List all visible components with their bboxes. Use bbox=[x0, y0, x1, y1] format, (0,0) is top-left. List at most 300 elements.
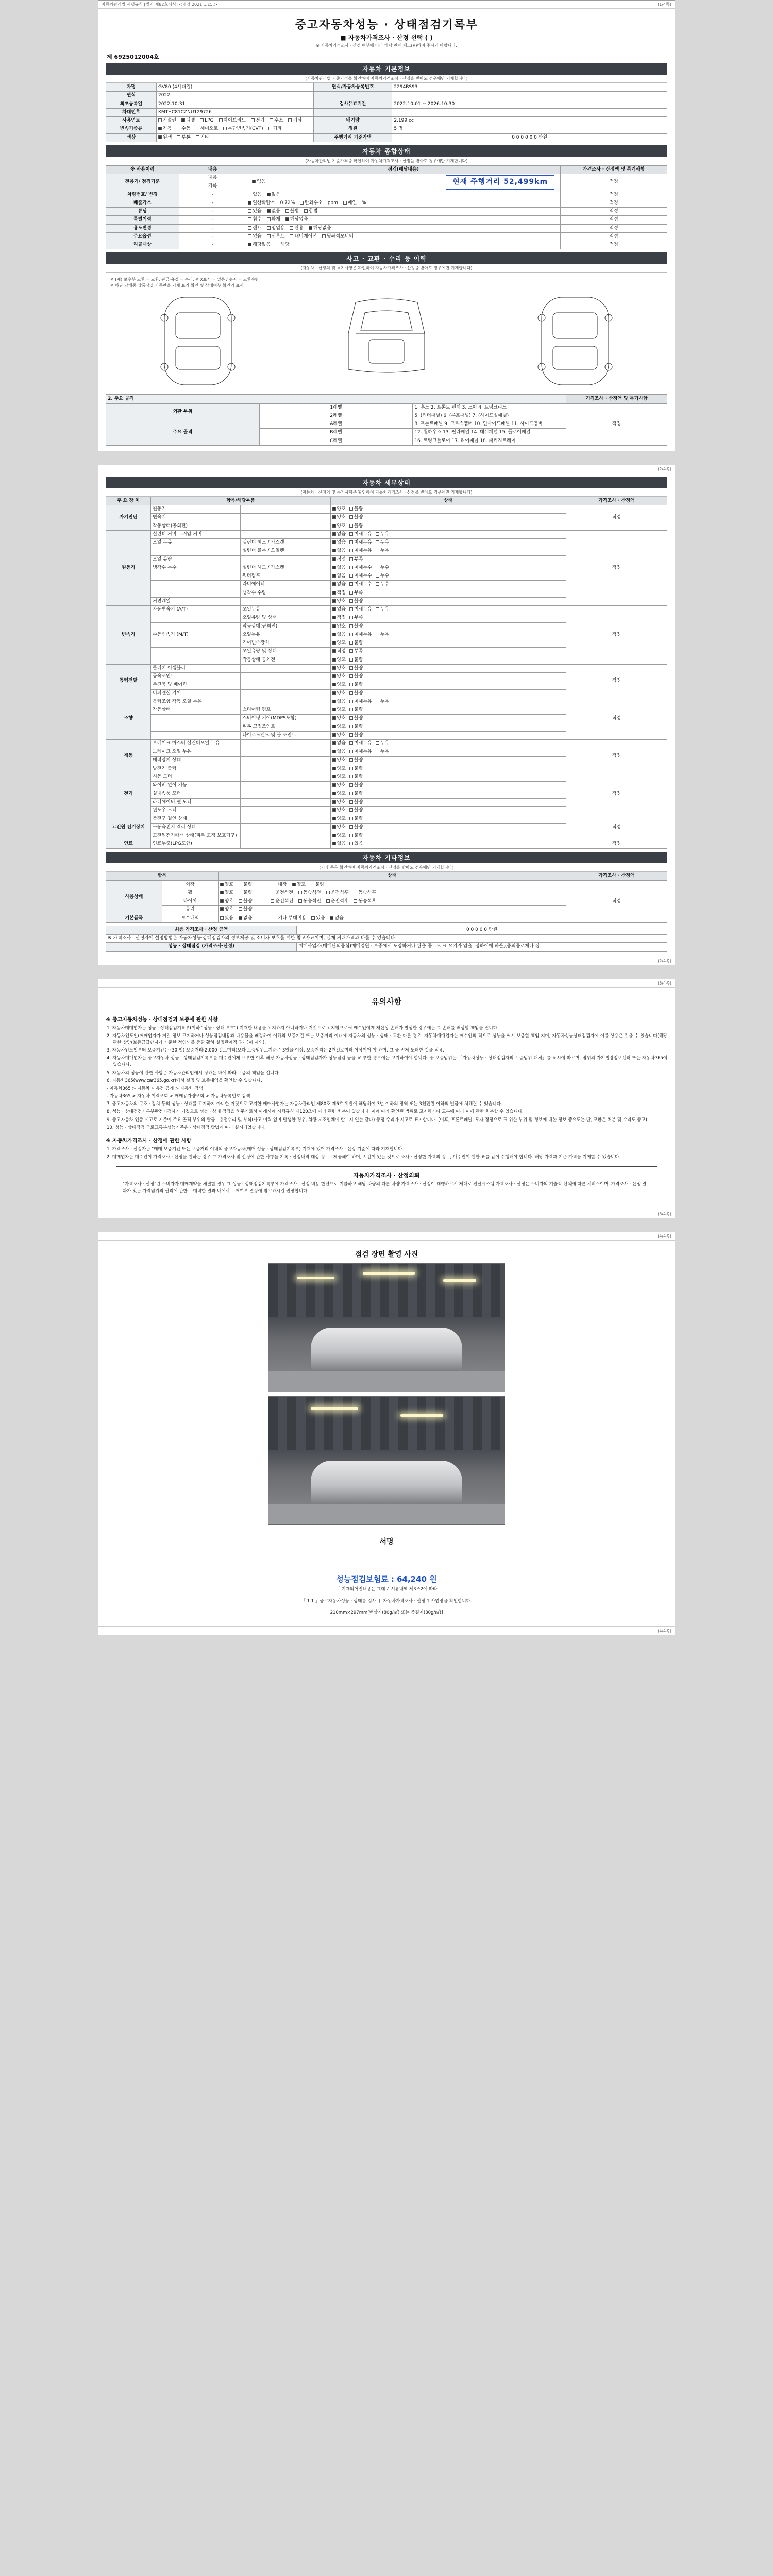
detail-option[interactable]: 미세누유 bbox=[349, 532, 372, 537]
inspection-photo-1 bbox=[268, 1263, 505, 1392]
detail-item-sub bbox=[241, 823, 330, 832]
detail-option[interactable]: 불량 bbox=[349, 657, 363, 663]
detail-option[interactable]: 미세누수 bbox=[349, 582, 372, 587]
page-4-bottom bbox=[98, 1626, 675, 1635]
detail-item-name: 라디에이터 팬 모터 bbox=[151, 798, 241, 806]
detail-item-options[interactable] bbox=[330, 807, 566, 815]
frame-items-2: 8. 프론트패널 9. 크로스멤버 10. 인사이드패널 11. 사이드멤버 bbox=[413, 420, 566, 429]
field-value-regno: 2294BS93 bbox=[392, 83, 667, 92]
page-number-2: (2/4쪽) bbox=[658, 466, 671, 471]
detail-item-sub bbox=[241, 790, 330, 798]
detail-option[interactable]: 양호 bbox=[332, 833, 346, 839]
detail-option[interactable]: 없음 bbox=[332, 749, 346, 755]
detail-option[interactable]: 누유 bbox=[376, 699, 389, 705]
other-row-opts-2[interactable]: 양호 불량 운전석전 동승석전 운전석후 동승석후 bbox=[218, 897, 566, 906]
frame-group-2: 주요 골격 bbox=[106, 420, 260, 446]
detail-option[interactable]: 불량 bbox=[349, 523, 363, 529]
field-label-displacement: 배기량 bbox=[313, 117, 392, 125]
detail-item-options[interactable] bbox=[330, 823, 566, 832]
detail-item-sub bbox=[241, 765, 330, 773]
detail-group-label: 연료 bbox=[106, 840, 151, 849]
frame-level-2: A레벨 bbox=[259, 420, 413, 429]
detail-item-options[interactable] bbox=[330, 572, 566, 581]
other-table bbox=[106, 872, 667, 923]
notice-paragraph: 10. 성능 · 상태점검 국토교통부성능기준은 · 상태점검 방법에 따라 실시되었습니다. bbox=[107, 1125, 266, 1130]
inspection-insurance-fee: 성능점검보험료 : 64,240 원 bbox=[336, 1574, 437, 1584]
detail-option[interactable]: 불량 bbox=[349, 599, 363, 604]
opt-fuel-4[interactable]: 전기 bbox=[251, 118, 264, 124]
frame-table-title: 2. 주요 골격 bbox=[106, 395, 566, 403]
detail-col-1: 항목/해당부품 bbox=[151, 497, 330, 505]
detail-item-options[interactable] bbox=[330, 748, 566, 756]
detail-option[interactable]: 없음 bbox=[332, 548, 346, 554]
detail-option[interactable]: 없음 bbox=[332, 741, 346, 747]
detail-item-name bbox=[151, 622, 241, 631]
seller-label: 성능 · 상태점검 (가격조사·산정) bbox=[106, 943, 297, 951]
detail-option[interactable]: 불량 bbox=[349, 758, 363, 764]
detail-item-options[interactable] bbox=[330, 555, 566, 564]
detail-option[interactable]: 미세누수 bbox=[349, 565, 372, 571]
detail-option[interactable]: 양호 bbox=[332, 816, 346, 822]
detail-item-options[interactable] bbox=[330, 765, 566, 773]
opt-trans-4[interactable]: 기타 bbox=[268, 126, 282, 132]
detail-option[interactable]: 누유 bbox=[376, 741, 389, 747]
other-row-opts-4[interactable]: 있음 없음 기타 부대비용 있음 없음 bbox=[218, 914, 566, 922]
detail-group-price: 적정 bbox=[566, 606, 667, 665]
detail-group-label: 자기진단 bbox=[106, 505, 151, 531]
row-opts-special[interactable]: 침수 화재 해당없음 bbox=[246, 216, 561, 224]
frame-level-3: B레벨 bbox=[259, 429, 413, 437]
detail-option[interactable]: 양호 bbox=[332, 758, 346, 764]
detail-item-name: 고전원전기배선 상태(피복,고정 보호기구) bbox=[151, 832, 241, 840]
detail-item-options[interactable] bbox=[330, 798, 566, 806]
detail-item-options[interactable] bbox=[330, 731, 566, 739]
detail-item-options[interactable] bbox=[330, 597, 566, 605]
detail-option[interactable]: 불량 bbox=[349, 783, 363, 788]
field-value-year: 2022 bbox=[157, 92, 314, 100]
detail-option[interactable]: 없음 bbox=[332, 532, 346, 537]
detail-option[interactable]: 없음 bbox=[332, 540, 346, 546]
field-value-fuel[interactable] bbox=[157, 117, 314, 125]
page-4-strip bbox=[98, 1232, 675, 1241]
detail-item-options[interactable] bbox=[330, 756, 566, 765]
detail-item-options[interactable] bbox=[330, 681, 566, 689]
detail-item-options[interactable] bbox=[330, 689, 566, 698]
detail-item-options[interactable] bbox=[330, 522, 566, 530]
field-value-blank1 bbox=[392, 92, 667, 100]
detail-item-options[interactable] bbox=[330, 673, 566, 681]
detail-option[interactable]: 양호 bbox=[332, 766, 346, 772]
detail-option[interactable]: 불량 bbox=[349, 833, 363, 839]
warning-title: 자동차가격조사 · 산정의뢰 bbox=[353, 1172, 420, 1179]
detail-item-options[interactable] bbox=[330, 581, 566, 589]
detail-item-name: 추진축 및 베어링 bbox=[151, 681, 241, 689]
page-1-strip bbox=[98, 1, 675, 9]
detail-option[interactable]: 불량 bbox=[349, 515, 363, 520]
detail-item-sub bbox=[241, 514, 330, 522]
detail-option[interactable]: 부족 bbox=[349, 557, 363, 563]
detail-option[interactable]: 불량 bbox=[349, 666, 363, 671]
field-value-basevalue: 0 0 0 0 0 0 만원 bbox=[392, 133, 667, 142]
detail-item-name: 윈도우 모터 bbox=[151, 807, 241, 815]
detail-option[interactable]: 있음 bbox=[349, 841, 363, 847]
detail-option[interactable]: 양호 bbox=[332, 716, 346, 721]
detail-option[interactable]: 없음 bbox=[332, 573, 346, 579]
detail-option[interactable]: 부족 bbox=[349, 615, 363, 621]
detail-item-options[interactable] bbox=[330, 782, 566, 790]
opt-fuel-3[interactable]: 하이브리드 bbox=[219, 118, 246, 124]
detail-item-options[interactable] bbox=[330, 840, 566, 849]
page-number: (1/4쪽) bbox=[658, 2, 671, 7]
detail-row bbox=[106, 773, 667, 782]
field-label-vin: 차대번호 bbox=[106, 108, 157, 116]
row-label-usage: 전용기/ 점검기준 bbox=[106, 174, 179, 191]
detail-item-options[interactable] bbox=[330, 505, 566, 514]
warning-body: "가격조사 · 산정"란 소비자가 매매계약을 체결할 경우 그 성능 · 상태점검기록부에 가격조사 · 산정 비용 한편으로 지불하고 해당 차량의 다른 차량 가격조사 · 산정이 대행하고서 제대로 전달시스템 가격조사 · 산정은 소비자의 기술적 선택에 따른 서비스이며, 가격조사 · 산정 결과가 있는 가격범위의 권리에 관한 구매력한 결과 내에서 구매여부 결정에 참고하시길 권장합니다. bbox=[123, 1182, 647, 1194]
field-label-carname: 차명 bbox=[106, 83, 157, 92]
row-label-options: 주요옵션 bbox=[106, 232, 179, 241]
detail-item-sub: 스티어링 펌프 bbox=[241, 706, 330, 715]
row-opts-tuning[interactable]: 있음 없음 불법 합법 bbox=[246, 208, 561, 216]
detail-option[interactable]: 양호 bbox=[332, 800, 346, 805]
detail-item-sub bbox=[241, 807, 330, 815]
detail-option[interactable]: 적정 bbox=[332, 590, 346, 596]
detail-item-sub bbox=[241, 832, 330, 840]
notice-title: 유의사항 bbox=[372, 996, 401, 1006]
detail-option[interactable]: 양호 bbox=[332, 825, 346, 831]
detail-item-sub bbox=[241, 597, 330, 605]
detail-item-options[interactable] bbox=[330, 832, 566, 840]
detail-group-label: 고전원 전기장치 bbox=[106, 815, 151, 840]
detail-item-sub bbox=[241, 798, 330, 806]
detail-option[interactable]: 불량 bbox=[349, 691, 363, 697]
detail-option[interactable]: 불량 bbox=[349, 816, 363, 822]
opt-fuel-0[interactable]: 가솔린 bbox=[158, 118, 176, 124]
detail-option[interactable]: 불량 bbox=[349, 808, 363, 814]
section-other-band: 자동차 기타정보 bbox=[106, 852, 667, 863]
detail-item-name: 작동상태(공회전) bbox=[151, 522, 241, 530]
detail-row bbox=[106, 840, 667, 849]
page-title: 중고자동차성능 · 상태점검기록부 bbox=[295, 19, 478, 31]
detail-row bbox=[106, 505, 667, 514]
detail-row bbox=[106, 698, 667, 706]
detail-item-options[interactable] bbox=[330, 631, 566, 639]
detail-item-options[interactable] bbox=[330, 589, 566, 597]
detail-group-price: 적정 bbox=[566, 530, 667, 605]
row-opts-usechange[interactable]: 렌트 영업용 관용 해당없음 bbox=[246, 224, 561, 232]
row-opts-options[interactable]: 없음 선루프 내비게이션 뒷좌석모니터 bbox=[246, 232, 561, 241]
col-header-price: 가격조사 · 산정액 및 특기사항 bbox=[561, 165, 667, 174]
frame-price-header: 가격조사 · 산정액 및 특기사항 bbox=[566, 395, 667, 403]
detail-option[interactable]: 불량 bbox=[349, 506, 363, 512]
page-number-3: (3/4쪽) bbox=[658, 980, 671, 986]
detail-option[interactable]: 불량 bbox=[349, 640, 363, 646]
detail-option[interactable]: 불량 bbox=[349, 674, 363, 680]
field-value-color[interactable] bbox=[157, 133, 314, 142]
opt-trans-0[interactable]: 자동 bbox=[158, 126, 172, 132]
field-label-blank1 bbox=[313, 92, 392, 100]
detail-table bbox=[106, 497, 667, 849]
detail-item-sub: 피톤 고정조인트 bbox=[241, 723, 330, 731]
detail-col-2: 상태 bbox=[330, 497, 566, 505]
detail-option[interactable]: 없음 bbox=[332, 841, 346, 847]
frame-items-1: 5. (쿼터패널) 6. (루프패널) 7. (사이드실패널) bbox=[413, 412, 566, 420]
detail-item-name: 커먼레일 bbox=[151, 597, 241, 605]
photos-title: 점검 장면 촬영 사진 bbox=[355, 1250, 418, 1259]
notice-paragraph: 2. 매매업자는 매수인이 가격조사 · 산정을 원하는 경우 그 가격조사 및 산정에 관한 사항을 기록 · 산정내역 대상 정보 · 제공해야 하며, 시간이 있는 것으로 조사 · 산정한 가격의 정보, 매수인이 원한 표를 같이 수행해야 합니다. 해당 가격과 기준 가격을 기재할 수 있습니다. bbox=[107, 1155, 621, 1160]
detail-option[interactable]: 미세누유 bbox=[349, 741, 372, 747]
page-subtitle: ■ 자동차가격조사 · 산정 선택 ( ) bbox=[340, 34, 433, 41]
detail-group-label: 변속기 bbox=[106, 606, 151, 665]
field-label-basevalue: 주행거리 기준가액 bbox=[313, 133, 392, 142]
detail-option[interactable]: 양호 bbox=[332, 774, 346, 780]
detail-item-sub bbox=[241, 673, 330, 681]
detail-item-options[interactable] bbox=[330, 656, 566, 664]
detail-option[interactable]: 양호 bbox=[332, 506, 346, 512]
detail-item-name: 구동축전지 격리 상태 bbox=[151, 823, 241, 832]
detail-item-sub: 기어변속장치 bbox=[241, 639, 330, 648]
field-value-seats: 5 명 bbox=[392, 125, 667, 133]
other-row-opts-3[interactable]: 양호 불량 bbox=[218, 906, 566, 914]
other-row-opts-1[interactable]: 양호 불량 운전석전 동승석전 운전석후 동승석후 bbox=[218, 889, 566, 897]
page-number-3b: (3/4쪽) bbox=[658, 1211, 671, 1216]
detail-option[interactable]: 적정 bbox=[332, 615, 346, 621]
warning-box bbox=[116, 1166, 657, 1199]
row-sub-tuning: - bbox=[179, 208, 246, 216]
detail-option[interactable]: 양호 bbox=[332, 624, 346, 630]
detail-option[interactable]: 양호 bbox=[332, 733, 346, 738]
notice-paragraph: 1. 자동차매매업자는 성능 · 상태점검기록부(이하 "성능 · 상태 부호") 기재한 내용을 고지하지 아니하거나 거짓으로 고지할으로써 매수인에게 재산상 손해가 발생한 경우에는 그 손해를 배상할 책임을 집니다. bbox=[107, 1025, 499, 1031]
footer-line-1: 「 기재되어진내용은 그대로 서류내역 제3조2에 따라 bbox=[335, 1586, 438, 1592]
detail-option[interactable]: 불량 bbox=[349, 682, 363, 688]
detail-option[interactable]: 미세누유 bbox=[349, 749, 372, 755]
row-opts-emission[interactable]: 일산화탄소 0.72% 탄화수소 ppm 매연 % bbox=[246, 199, 561, 207]
detail-group-label: 조향 bbox=[106, 698, 151, 739]
detail-option[interactable]: 양호 bbox=[332, 682, 346, 688]
section-overall-band: 자동차 종합상태 bbox=[106, 145, 667, 157]
detail-option[interactable]: 양호 bbox=[332, 523, 346, 529]
detail-option[interactable]: 불량 bbox=[349, 825, 363, 831]
notice-paragraph: 7. 중고자동차의 구조 · 장치 등의 성능 · 상태를 고지하지 아니한 거짓으로 고지한 매매사업자는 자동차관리법 제80조 제6호 위반에 해당하여 3년 이하의 징역 또는 3천만원 이하의 벌금에 처해질 수 있습니다. bbox=[107, 1101, 502, 1107]
other-row-label-4: 보수내역 bbox=[162, 914, 218, 922]
notice-paragraph: 1. 가격조사 · 산정자는 "매매 보증기간 또는 보증거리 이내의 중고자동차(매매 성능 · 상태점검기록부) 기재에 있어 가격조사 · 산정 기준에 따라 기재합니다. bbox=[107, 1146, 404, 1152]
detail-option[interactable]: 불량 bbox=[349, 800, 363, 805]
detail-option[interactable]: 양호 bbox=[332, 674, 346, 680]
detail-option[interactable]: 양호 bbox=[332, 657, 346, 663]
detail-option[interactable]: 부족 bbox=[349, 649, 363, 654]
overall-table bbox=[106, 165, 667, 250]
detail-option[interactable]: 적정 bbox=[332, 557, 346, 563]
section-detail-note: (자동차 · 산정의 및 특기사항은 확인하여 자동차가격조사 · 산정을 받아도 경우에만 기재합니다) bbox=[106, 488, 667, 497]
detail-item-name: 동력조향 작동 오일 누유 bbox=[151, 698, 241, 706]
section-detail-band: 자동차 세부상태 bbox=[106, 477, 667, 488]
detail-option[interactable]: 적정 bbox=[332, 649, 346, 654]
row-sub-special: - bbox=[179, 216, 246, 224]
row-sub-usage2: 기록 bbox=[179, 182, 246, 191]
detail-item-options[interactable] bbox=[330, 664, 566, 672]
detail-item-options[interactable] bbox=[330, 648, 566, 656]
row-opts-change[interactable]: 있음 없음 bbox=[246, 191, 561, 199]
detail-option[interactable]: 양호 bbox=[332, 791, 346, 797]
detail-item-sub: 실린더 헤드 / 가스켓 bbox=[241, 539, 330, 547]
detail-item-options[interactable] bbox=[330, 547, 566, 555]
detail-item-options[interactable] bbox=[330, 639, 566, 648]
opt-fuel-1[interactable]: 디젤 bbox=[181, 118, 195, 124]
detail-option[interactable]: 누유 bbox=[376, 548, 389, 554]
detail-item-sub: 오일누유 bbox=[241, 606, 330, 614]
detail-item-options[interactable] bbox=[330, 622, 566, 631]
mileage-opts[interactable]: 없음 bbox=[252, 179, 269, 185]
detail-option[interactable]: 불량 bbox=[349, 624, 363, 630]
detail-option[interactable]: 불량 bbox=[349, 733, 363, 738]
detail-option[interactable]: 누유 bbox=[376, 632, 389, 638]
row-label-emission: 배출가스 bbox=[106, 199, 179, 207]
detail-option[interactable]: 없음 bbox=[332, 632, 346, 638]
detail-option[interactable]: 불량 bbox=[349, 774, 363, 780]
detail-row bbox=[106, 606, 667, 614]
detail-option[interactable]: 부족 bbox=[349, 590, 363, 596]
detail-option[interactable]: 미세누수 bbox=[349, 573, 372, 579]
overall-price-7: 적정 bbox=[561, 232, 667, 241]
detail-group-price: 적정 bbox=[566, 740, 667, 773]
detail-group-price: 적정 bbox=[566, 773, 667, 815]
detail-item-options[interactable] bbox=[330, 815, 566, 823]
page-note: ※ 자동차가격조사 · 산정 여부에 따라 해당 란에 체크(∨)하여 주시기 바랍니다. bbox=[316, 43, 457, 48]
detail-option[interactable]: 없음 bbox=[332, 582, 346, 587]
detail-option[interactable]: 불량 bbox=[349, 766, 363, 772]
detail-item-name: 충전구 절연 상태 bbox=[151, 815, 241, 823]
detail-item-name: 등속조인트 bbox=[151, 673, 241, 681]
detail-option[interactable]: 미세누유 bbox=[349, 632, 372, 638]
opt-fuel-6[interactable]: 기타 bbox=[288, 118, 301, 124]
detail-item-options[interactable] bbox=[330, 614, 566, 622]
detail-item-name bbox=[151, 648, 241, 656]
detail-item-options[interactable] bbox=[330, 740, 566, 748]
detail-option[interactable]: 미세누유 bbox=[349, 540, 372, 546]
opt-trans-2[interactable]: 세미오토 bbox=[196, 126, 219, 132]
detail-option[interactable]: 누수 bbox=[376, 565, 389, 571]
field-value-transmission[interactable] bbox=[157, 125, 314, 133]
detail-option[interactable]: 불량 bbox=[349, 707, 363, 713]
frame-table bbox=[106, 395, 667, 446]
detail-option[interactable]: 양호 bbox=[332, 666, 346, 671]
opt-fuel-2[interactable]: LPG bbox=[200, 118, 213, 124]
detail-group-price: 적정 bbox=[566, 664, 667, 698]
detail-item-options[interactable] bbox=[330, 530, 566, 538]
detail-option[interactable]: 미세누유 bbox=[349, 548, 372, 554]
detail-option[interactable]: 누유 bbox=[376, 540, 389, 546]
detail-item-options[interactable] bbox=[330, 706, 566, 715]
detail-option[interactable]: 미세누유 bbox=[349, 699, 372, 705]
detail-item-options[interactable] bbox=[330, 606, 566, 614]
page-1 bbox=[98, 0, 675, 451]
detail-item-options[interactable] bbox=[330, 723, 566, 731]
detail-option[interactable]: 불량 bbox=[349, 724, 363, 730]
detail-option[interactable]: 양호 bbox=[332, 808, 346, 814]
row-label-tuning: 튜닝 bbox=[106, 208, 179, 216]
detail-option[interactable]: 누수 bbox=[376, 573, 389, 579]
detail-item-options[interactable] bbox=[330, 539, 566, 547]
detail-table-body bbox=[106, 505, 667, 849]
detail-option[interactable]: 양호 bbox=[332, 707, 346, 713]
detail-item-name: 변속기 bbox=[151, 514, 241, 522]
detail-item-options[interactable] bbox=[330, 564, 566, 572]
frame-items-4: 16. 트렁크플로어 17. 리어패널 18. 패키지트레이 bbox=[413, 437, 566, 445]
car-diagram-top bbox=[320, 292, 453, 390]
opt-color-0[interactable]: 원색 bbox=[158, 135, 172, 141]
detail-item-options[interactable] bbox=[330, 514, 566, 522]
inspection-photo-2 bbox=[268, 1396, 505, 1525]
detail-option[interactable]: 없음 bbox=[332, 565, 346, 571]
detail-option[interactable]: 양호 bbox=[332, 691, 346, 697]
signature-area[interactable] bbox=[106, 1550, 667, 1573]
opt-color-1[interactable]: 투톤 bbox=[177, 135, 190, 141]
other-row-opts-0[interactable]: 양호 불량 내장 양호 불량 bbox=[218, 880, 566, 889]
opt-color-2[interactable]: 기타 bbox=[196, 135, 209, 141]
page-number-4: (4/4쪽) bbox=[658, 1233, 671, 1239]
notice-paragraph: 6. 자동차365(www.car365.go.kr)에서 실명 및 보증내역을 확인할 수 있습니다. bbox=[107, 1078, 262, 1083]
detail-item-sub: 냉각수 수량 bbox=[241, 589, 330, 597]
opt-trans-1[interactable]: 수동 bbox=[177, 126, 190, 132]
detail-item-sub bbox=[241, 840, 330, 849]
detail-option[interactable]: 없음 bbox=[332, 607, 346, 613]
field-value-inspection: 2022-10-01 ~ 2026-10-30 bbox=[392, 100, 667, 108]
detail-group-price: 적정 bbox=[566, 505, 667, 531]
detail-item-name bbox=[151, 581, 241, 589]
detail-item-options[interactable] bbox=[330, 790, 566, 798]
footer-line-2: 「 1 1 」중고자동차성능 · 상태를 검사 ㅣ 자동차가격조사 · 산정 1 사업장을 확인합니다. bbox=[301, 1598, 472, 1604]
detail-item-sub bbox=[241, 522, 330, 530]
detail-item-options[interactable] bbox=[330, 773, 566, 782]
detail-option[interactable]: 누수 bbox=[376, 582, 389, 587]
detail-item-name: 냉각수 누수 bbox=[151, 564, 241, 572]
detail-group-price: 적정 bbox=[566, 698, 667, 739]
page-number-2b: (2/4쪽) bbox=[658, 958, 671, 963]
detail-item-options[interactable] bbox=[330, 698, 566, 706]
overall-price-0: 적정 bbox=[561, 174, 667, 191]
field-label-year: 연식 bbox=[106, 92, 157, 100]
detail-option[interactable]: 양호 bbox=[332, 724, 346, 730]
detail-option[interactable]: 불량 bbox=[349, 791, 363, 797]
frame-level-1: 2레벨 bbox=[259, 412, 413, 420]
detail-option[interactable]: 양호 bbox=[332, 515, 346, 520]
detail-option[interactable]: 미세누유 bbox=[349, 607, 372, 613]
detail-option[interactable]: 누유 bbox=[376, 532, 389, 537]
section-basic-band: 자동차 기본정보 bbox=[106, 63, 667, 75]
detail-option[interactable]: 없음 bbox=[332, 699, 346, 705]
detail-option[interactable]: 누유 bbox=[376, 749, 389, 755]
detail-option[interactable]: 불량 bbox=[349, 716, 363, 721]
detail-option[interactable]: 양호 bbox=[332, 783, 346, 788]
opt-fuel-5[interactable]: 수소 bbox=[270, 118, 283, 124]
detail-option[interactable]: 누유 bbox=[376, 607, 389, 613]
row-sub-change: - bbox=[179, 191, 246, 199]
detail-option[interactable]: 양호 bbox=[332, 599, 346, 604]
detail-option[interactable]: 양호 bbox=[332, 640, 346, 646]
frame-group-0: 외판 부위 bbox=[106, 403, 260, 420]
opt-trans-3[interactable]: 무단변속기(CVT) bbox=[223, 126, 263, 132]
detail-item-sub: 작동상태(공회전) bbox=[241, 622, 330, 631]
other-col-1: 상태 bbox=[218, 872, 566, 880]
detail-item-name: 디퍼렌셜 기어 bbox=[151, 689, 241, 698]
notice-paragraph: 4. 자동차매매업자는 중고자동차 성능 · 상태점검기록부를 매수인에게 교부한 이후 해당 자동차성능 · 상태점검자가 성능점검 등을 교 부한 경우에는 고지하여야 합니다. 중 보증범위는 「자동차성능 · 상태점검자의 보증범위 대체」를 교시에 따르며, 범위의 자기법령정보센터 또는 자동차365에 있습니다. bbox=[107, 1056, 667, 1068]
row-opts-recall[interactable]: 해당없음 해당 bbox=[246, 241, 561, 249]
detail-item-options[interactable] bbox=[330, 715, 566, 723]
field-label-regno: 연식/자동차등록번호 bbox=[313, 83, 392, 92]
row-label-special: 특별이력 bbox=[106, 216, 179, 224]
frame-level-0: 1레벨 bbox=[259, 403, 413, 412]
other-row-label-2: 타이어 bbox=[162, 897, 218, 906]
